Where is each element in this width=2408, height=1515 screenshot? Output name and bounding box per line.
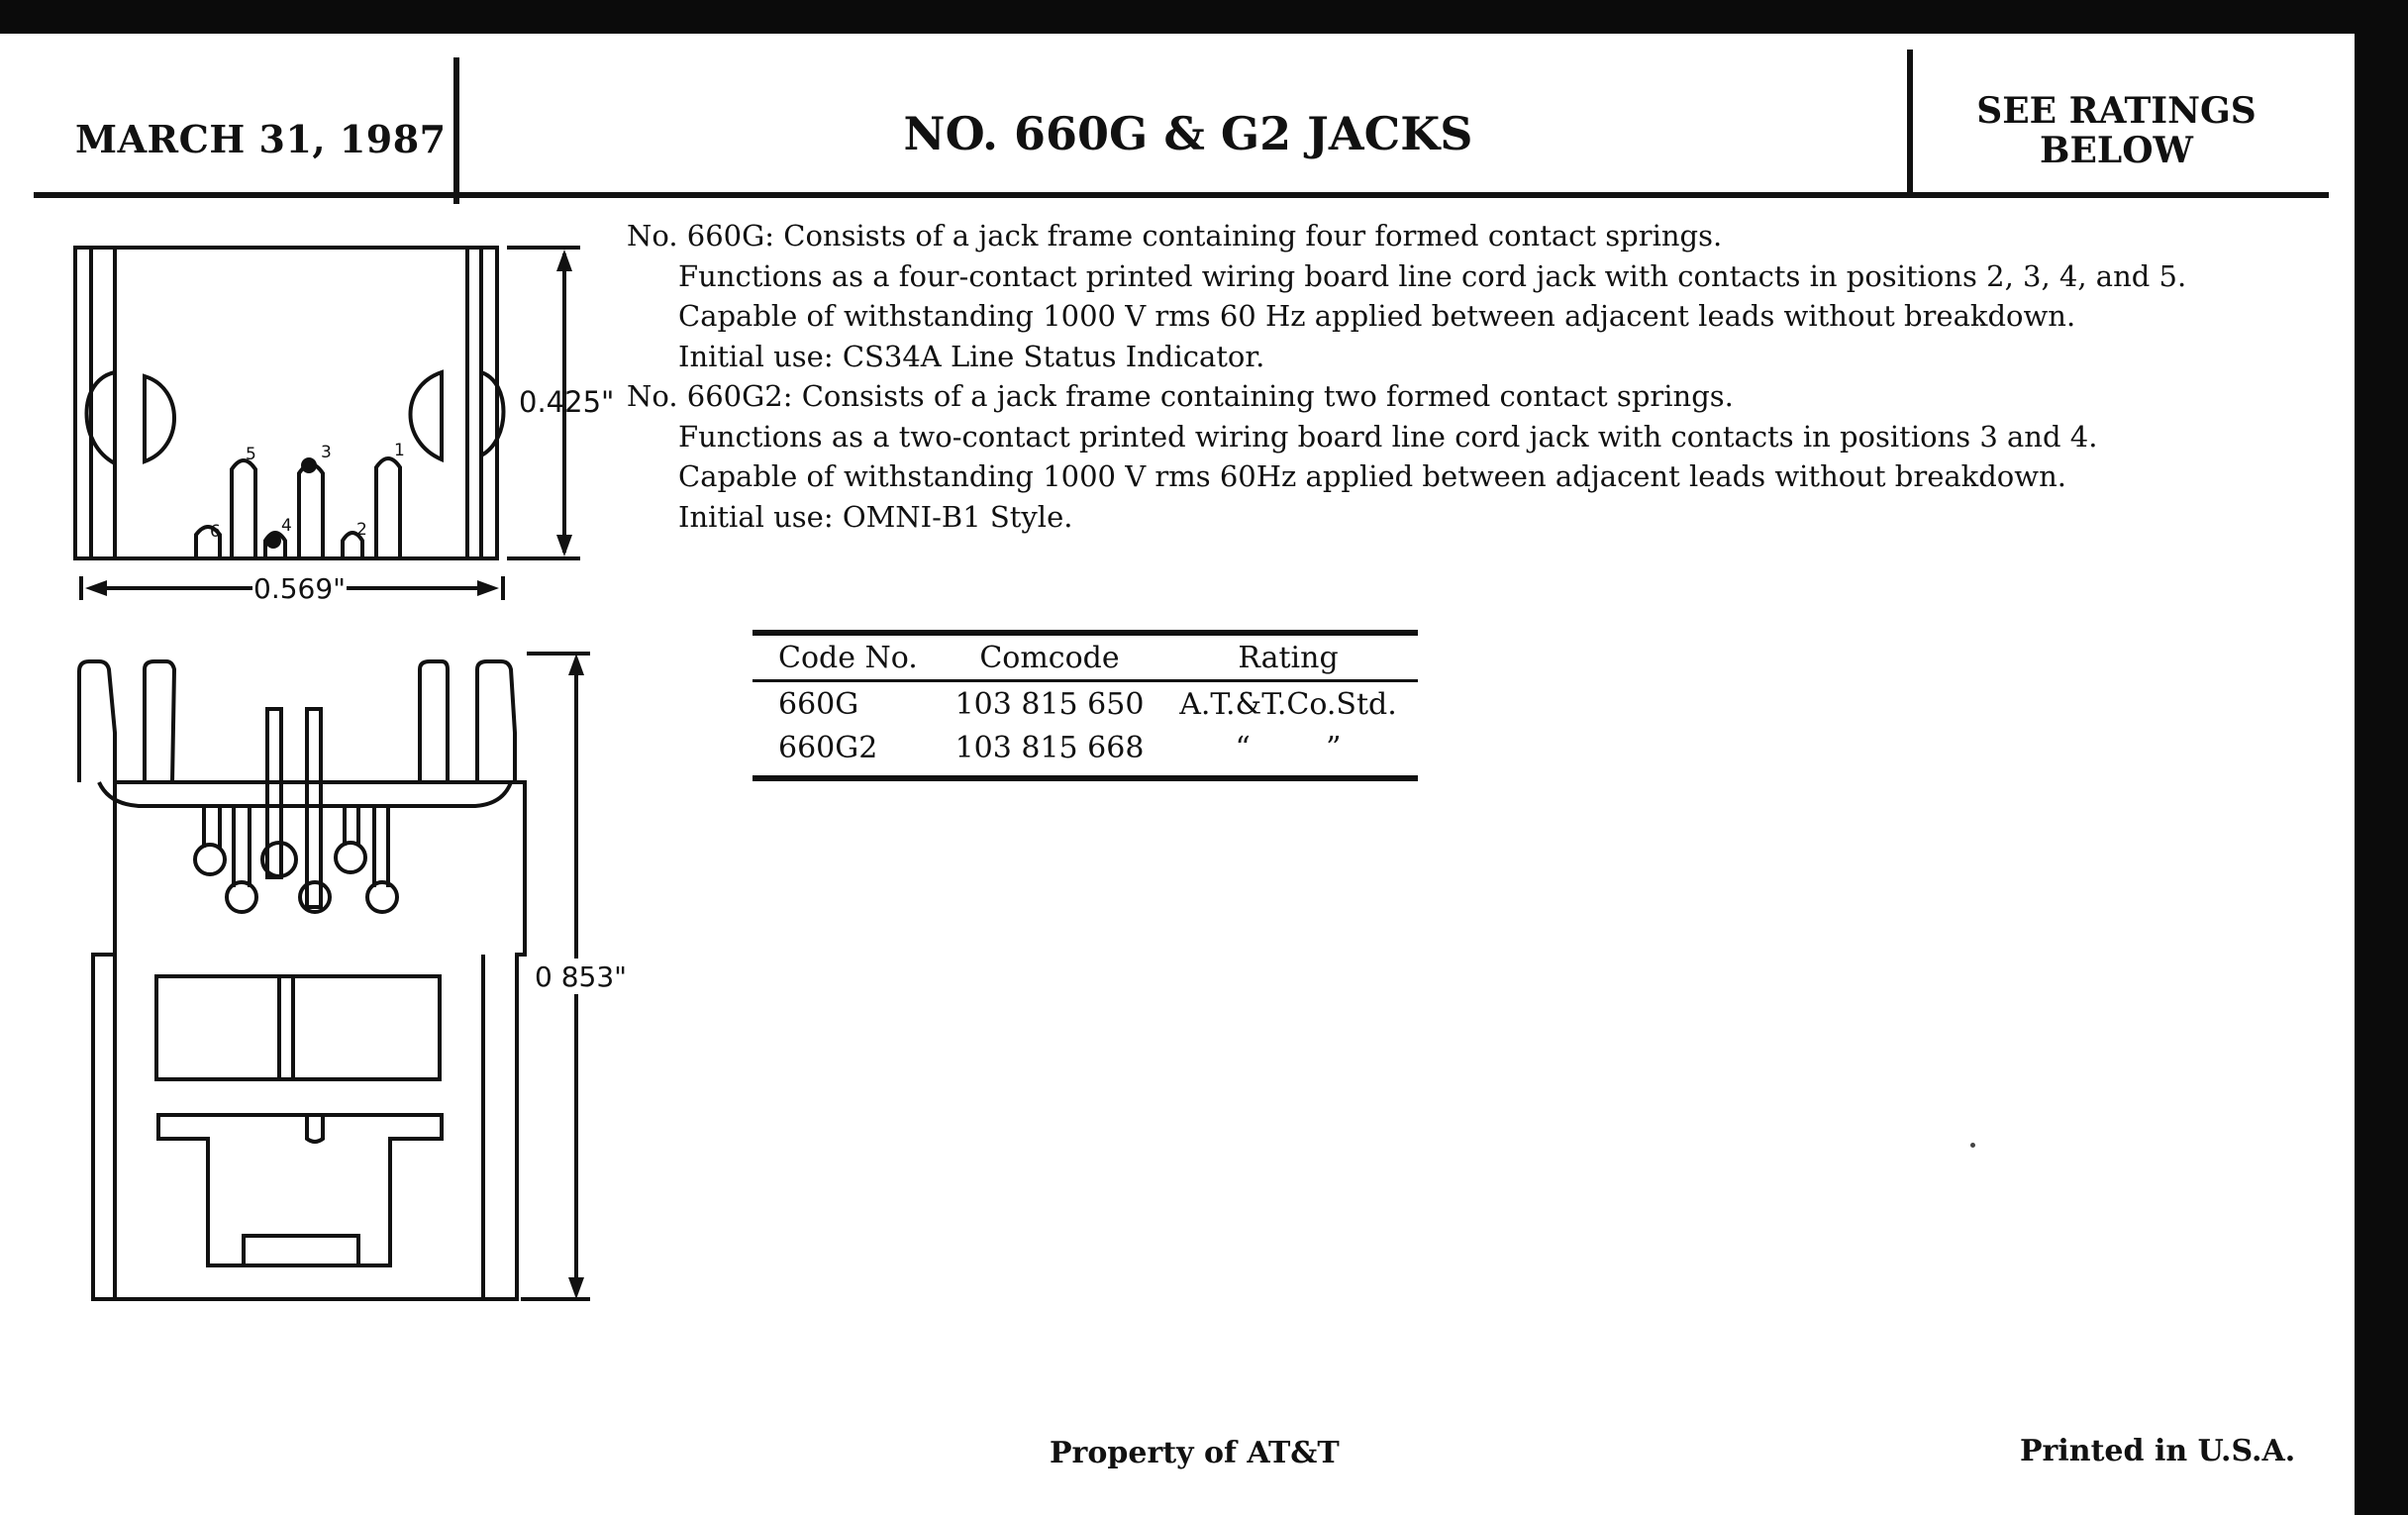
ratings-note-line2: BELOW [2040,130,2193,171]
cell-comcode: 103 815 668 [954,730,1145,765]
document-title: NO. 660G & G2 JACKS [903,107,1473,160]
col-header-code: Code No. [778,640,918,675]
dim-height-top: 0.425" [519,385,615,419]
col-header-comcode: Comcode [979,640,1120,675]
g-line-3: Initial use: CS34A Line Status Indicator. [678,339,1265,373]
cell-rating: “ ” [1235,730,1342,765]
document-date: MARCH 31, 1987 [75,117,447,161]
code-table [752,630,1418,781]
position-label-4: 4 [281,516,292,536]
cell-rating: A.T.&T.Co.Std. [1179,686,1397,722]
col-header-rating: Rating [1238,640,1339,675]
g2-line-3: Initial use: OMNI-B1 Style. [678,499,1073,534]
footer-printed: Printed in U.S.A. [2020,1434,2296,1468]
table-header-row [752,636,1418,679]
g2-heading: No. 660G2: Consists of a jack frame containing two formed contact springs. [627,379,1734,413]
ratings-note-line1: SEE RATINGS [1976,90,2257,132]
description-block [627,216,2187,537]
cell-comcode: 103 815 650 [954,686,1145,722]
g2-line-1: Functions as a two-contact printed wiring board line cord jack with contacts in positions 3 and 4. [678,419,2098,454]
position-label-5: 5 [246,445,256,464]
table-row [752,682,1418,726]
table-row [752,726,1418,769]
position-label-1: 1 [394,441,405,460]
g2-line-2: Capable of withstanding 1000 V rms 60Hz applied between adjacent leads without breakdown. [678,459,2066,493]
table-rule-bottom [752,775,1418,781]
scan-border [2355,34,2408,1515]
cell-code: 660G2 [778,730,878,765]
g-heading: No. 660G: Consists of a jack frame containing four formed contact springs. [627,219,1723,252]
jack-drawing [0,0,693,1337]
footer-property: Property of AT&T [1050,1436,1340,1470]
position-label-2: 2 [356,520,367,540]
scan-speck [1970,1143,1975,1148]
dim-height-bottom: 0 853" [535,960,628,993]
g-line-2: Capable of withstanding 1000 V rms 60 Hz applied between adjacent leads without breakdown. [678,299,2076,333]
dim-width-top: 0.569" [253,572,347,605]
position-label-3: 3 [321,443,332,462]
cell-code: 660G [778,686,859,722]
g-line-1: Functions as a four-contact printed wiring board line cord jack with contacts in positions 2, 3, 4, and 5. [678,258,2187,293]
top-view-outline [75,248,497,558]
position-label-6: 6 [210,522,221,542]
ratings-note [1911,91,2322,170]
